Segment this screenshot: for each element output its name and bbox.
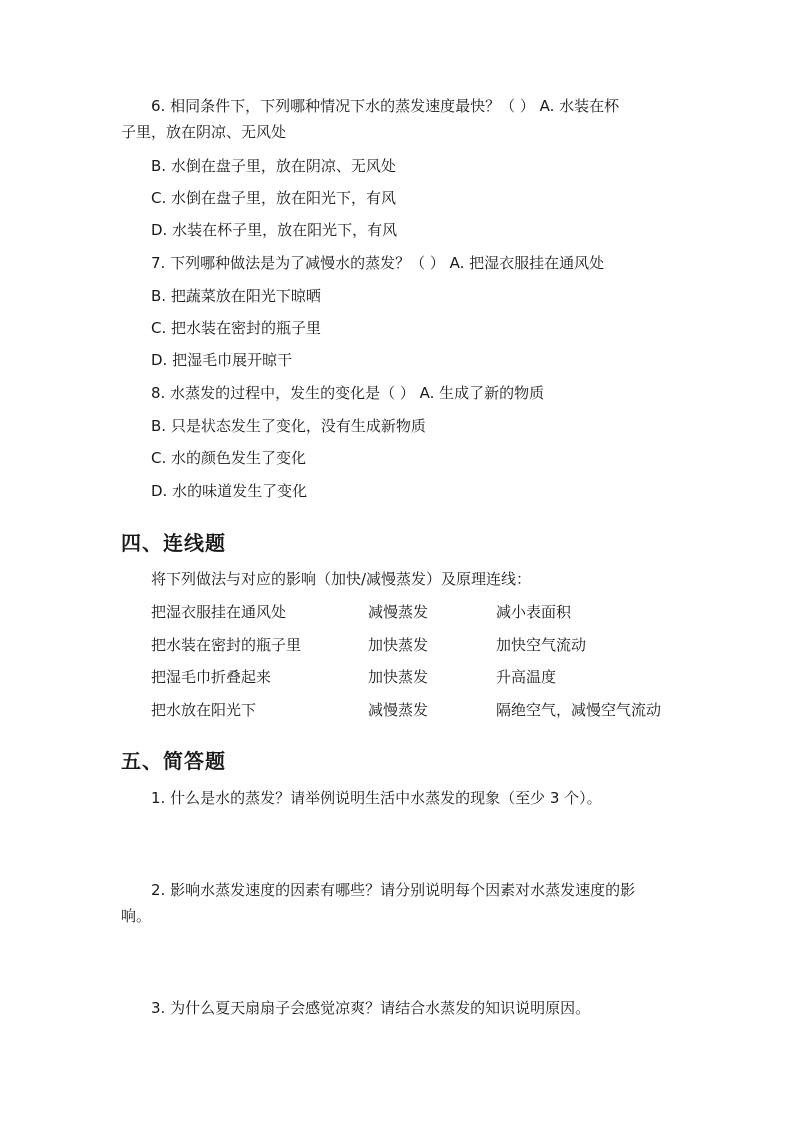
match-method-2: 把水装在密封的瓶子里 bbox=[151, 636, 302, 654]
q8-option-b: B. 只是状态发生了变化，没有生成新物质 bbox=[151, 417, 426, 435]
q8-option-c: C. 水的颜色发生了变化 bbox=[151, 449, 307, 467]
match-effect-1: 减慢蒸发 bbox=[368, 603, 429, 621]
match-principle-4: 隔绝空气，减慢空气流动 bbox=[496, 701, 662, 719]
short-answer-q2-line1: 2. 影响水蒸发速度的因素有哪些？请分别说明每个因素对水蒸发速度的影 bbox=[151, 881, 636, 899]
match-method-4: 把水放在阳光下 bbox=[151, 701, 257, 719]
q6-option-b: B. 水倒在盘子里，放在阴凉、无风处 bbox=[151, 157, 396, 175]
short-answer-q1: 1. 什么是水的蒸发？请举例说明生活中水蒸发的现象（至少 3 个）。 bbox=[151, 789, 602, 807]
q8-option-d: D. 水的味道发生了变化 bbox=[151, 482, 308, 500]
q7-option-c: C. 把水装在密封的瓶子里 bbox=[151, 319, 322, 337]
section-4-title: 四、连线题 bbox=[121, 531, 226, 555]
match-principle-1: 减小表面积 bbox=[496, 603, 572, 621]
q6-option-d: D. 水装在杯子里，放在阳光下，有风 bbox=[151, 221, 398, 239]
q6-stem-line1: 6. 相同条件下，下列哪种情况下水的蒸发速度最快？（ ） A. 水装在杯 bbox=[151, 97, 620, 115]
match-effect-2: 加快蒸发 bbox=[368, 636, 429, 654]
section-4-instruction: 将下列做法与对应的影响（加快/减慢蒸发）及原理连线： bbox=[151, 570, 532, 588]
q6-option-c: C. 水倒在盘子里，放在阳光下，有风 bbox=[151, 189, 397, 207]
q7-option-b: B. 把蔬菜放在阳光下晾晒 bbox=[151, 287, 321, 305]
section-5-title: 五、简答题 bbox=[121, 749, 226, 773]
q6-stem-line2: 子里，放在阴凉、无风处 bbox=[121, 123, 287, 141]
match-principle-2: 加快空气流动 bbox=[496, 636, 587, 654]
q8-stem: 8. 水蒸发的过程中，发生的变化是（ ） A. 生成了新的物质 bbox=[151, 384, 545, 402]
match-principle-3: 升高温度 bbox=[496, 668, 557, 686]
match-method-1: 把湿衣服挂在通风处 bbox=[151, 603, 287, 621]
match-effect-4: 减慢蒸发 bbox=[368, 701, 429, 719]
short-answer-q2-line2: 响。 bbox=[121, 907, 152, 925]
q7-stem: 7. 下列哪种做法是为了减慢水的蒸发？（ ） A. 把湿衣服挂在通风处 bbox=[151, 254, 605, 272]
match-method-3: 把湿毛巾折叠起来 bbox=[151, 668, 272, 686]
q7-option-d: D. 把湿毛巾展开晾干 bbox=[151, 351, 293, 369]
short-answer-q3: 3. 为什么夏天扇扇子会感觉凉爽？请结合水蒸发的知识说明原因。 bbox=[151, 999, 591, 1017]
match-effect-3: 加快蒸发 bbox=[368, 668, 429, 686]
